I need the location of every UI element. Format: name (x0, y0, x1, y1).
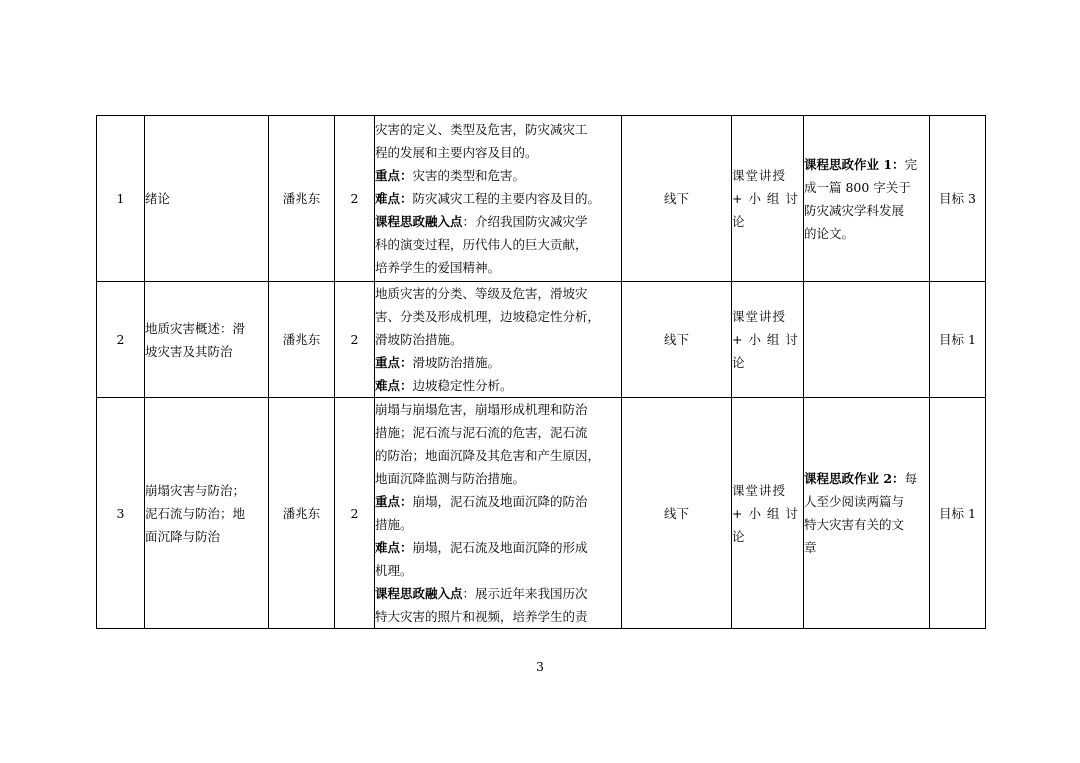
course-goal: 目标 1 (930, 398, 986, 629)
chapter-title: 绪论 (145, 116, 269, 282)
row-number: 3 (97, 398, 145, 629)
ideology-homework (804, 282, 930, 398)
chapter-title: 崩塌灾害与防治； 泥石流与防治；地 面沉降与防治 (145, 398, 269, 629)
teaching-content: 灾害的定义、类型及危害，防灾减灾工 程的发展和主要内容及目的。 重点：灾害的类型和危害。 难点：防灾减灾工程的主要内容及目的。 课程思政融入点：介绍我国防灾减灾学 科的演变过程，历代伟人的巨大贡献， 培养学生的爱国精神。 (375, 116, 622, 282)
row-number: 1 (97, 116, 145, 282)
class-hours: 2 (335, 282, 375, 398)
teaching-mode: 线下 (622, 282, 732, 398)
teaching-method: 课堂讲授 + 小 组 讨 论 (732, 398, 804, 629)
page-number: 3 (536, 659, 544, 674)
ideology-homework: 课程思政作业 1：完 成一篇 800 字关于 防灾减灾学科发展 的论文。 (804, 116, 930, 282)
class-hours: 2 (335, 398, 375, 629)
table-row (97, 282, 986, 398)
teacher-name: 潘兆东 (269, 398, 335, 629)
teaching-mode: 线下 (622, 398, 732, 629)
course-goal: 目标 3 (930, 116, 986, 282)
row-number: 2 (97, 282, 145, 398)
teaching-method: 课堂讲授 + 小 组 讨 论 (732, 282, 804, 398)
teaching-content: 崩塌与崩塌危害，崩塌形成机理和防治 措施；泥石流与泥石流的危害，泥石流 的防治；地面沉降及其危害和产生原因， 地面沉降监测与防治措施。 重点：崩塌，泥石流及地面沉降的防治 措施。 难点：崩塌，泥石流及地面沉降的形成 机理。 课程思政融入点：展示近年来我国历次 特大灾害的照片和视频，培养学生的责 (375, 398, 622, 629)
teaching-content: 地质灾害的分类、等级及危害，滑坡灾 害、分类及形成机理，边坡稳定性分析， 滑坡防治措施。 重点：滑坡防治措施。 难点：边坡稳定性分析。 (375, 282, 622, 398)
course-schedule-table (96, 115, 986, 629)
teaching-mode: 线下 (622, 116, 732, 282)
ideology-homework: 课程思政作业 2：每 人至少阅读两篇与 特大灾害有关的文 章 (804, 398, 930, 629)
table-row (97, 398, 986, 629)
class-hours: 2 (335, 116, 375, 282)
chapter-title: 地质灾害概述：滑 坡灾害及其防治 (145, 282, 269, 398)
teacher-name: 潘兆东 (269, 116, 335, 282)
course-goal: 目标 1 (930, 282, 986, 398)
teaching-method: 课堂讲授 + 小 组 讨 论 (732, 116, 804, 282)
teacher-name: 潘兆东 (269, 282, 335, 398)
table-row (97, 116, 986, 282)
